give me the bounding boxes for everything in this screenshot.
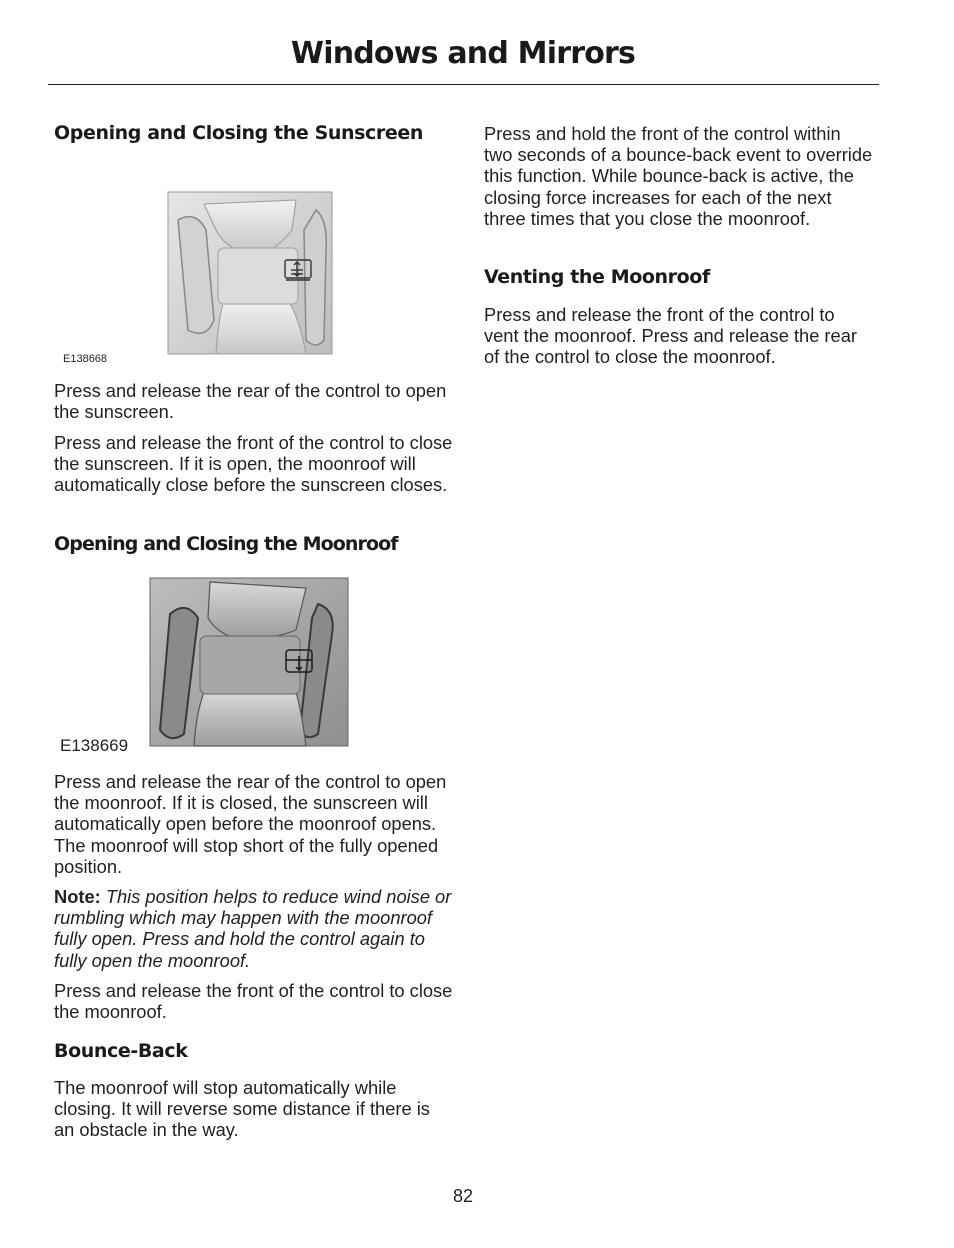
header-rule [48,84,879,85]
sunscreen-figure-id: E138668 [63,353,108,365]
moonroof-note [54,886,454,971]
sunscreen-para-2: Press and release the front of the control to close the sunscreen. If it is open, the moonroof will automatically close before the sunscreen closes. [54,432,453,496]
sunscreen-heading: Opening and Closing the Sunscreen [54,122,423,144]
moonroof-figure-id: E138669 [60,736,129,755]
note-text: This position helps to reduce wind noise or rumbling which may happen with the moonroof fully open. Press and hold the control again to fully open the moonroof. [54,886,452,971]
sunscreen-para-1: Press and release the rear of the control to open the sunscreen. [54,380,447,423]
venting-heading: Venting the Moonroof [484,266,710,288]
bounce-back-continued: Press and hold the front of the control within two seconds of a bounce-back event to override this function. While bounce-back is active, the closing force increases for each of the next three times that you close the moonroof. [484,123,873,229]
moonroof-para-2: Press and release the front of the control to close the moonroof. [54,980,453,1023]
moonroof-control-figure [146,574,352,750]
sunscreen-control-figure [166,190,336,360]
page-title: Windows and Mirrors [290,36,636,71]
page-number: 82 [452,1186,474,1206]
note-label: Note: [54,886,101,907]
bounce-back-para-1: The moonroof will stop automatically while closing. It will reverse some distance if there is an obstacle in the way. [54,1077,430,1141]
moonroof-heading: Opening and Closing the Moonroof [54,533,398,555]
moonroof-para-1: Press and release the rear of the control to open the moonroof. If it is closed, the sunscreen will automatically open before the moonroof opens. The moonroof will stop short of the fully opened position. [54,771,447,877]
venting-para-1: Press and release the front of the control to vent the moonroof. Press and release the rear of the control to close the moonroof. [484,304,857,368]
bounce-back-heading: Bounce-Back [54,1040,188,1062]
